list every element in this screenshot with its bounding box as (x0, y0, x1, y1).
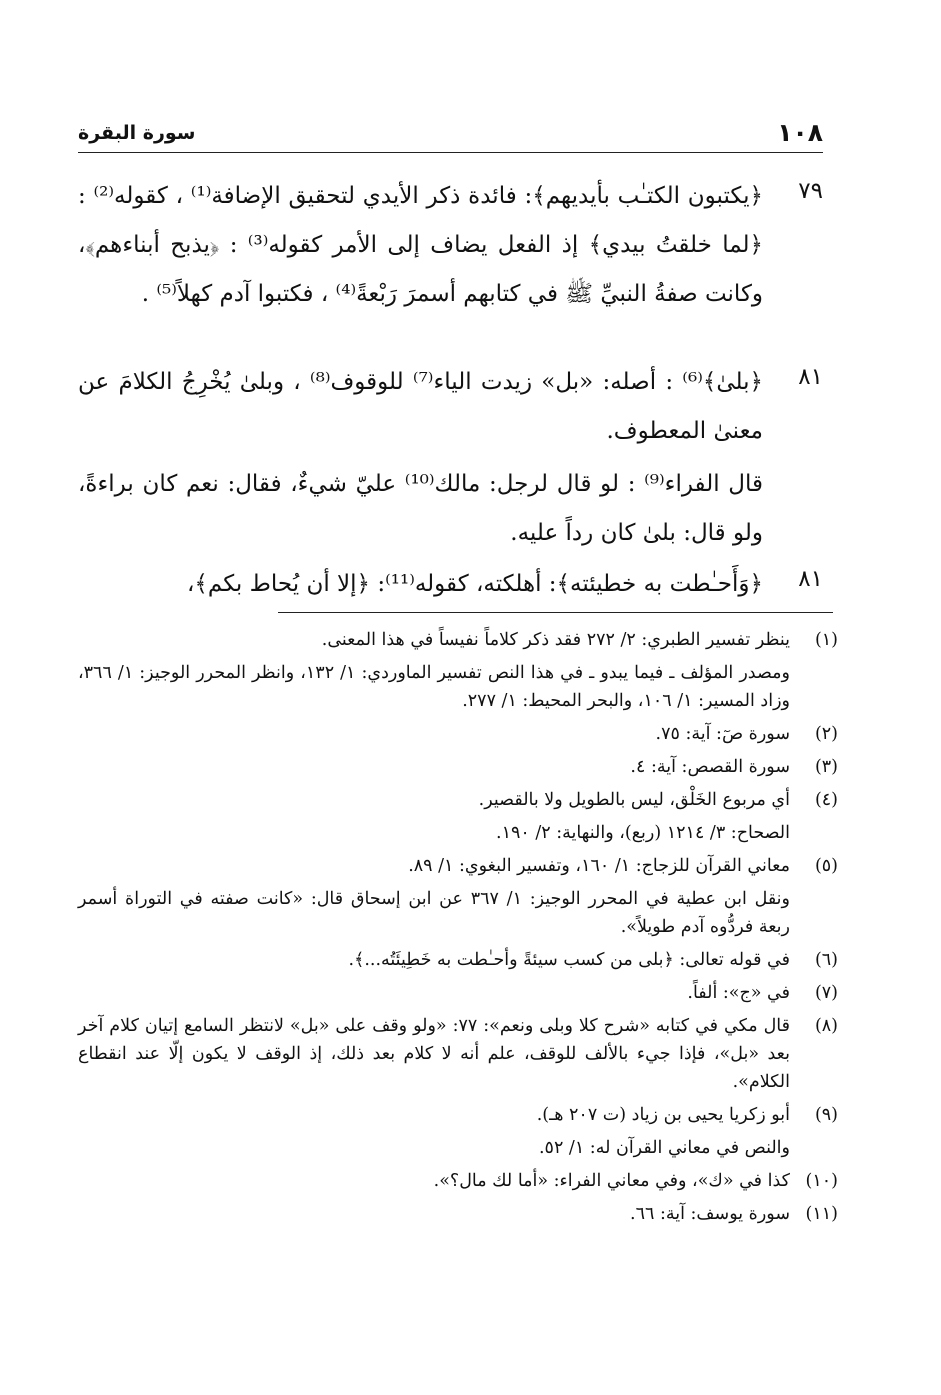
entry-text: ﴿بلىٰ﴾⁽⁶⁾ : أصله: «بل» زيدت الياء⁽⁷⁾ للوقوف⁽⁸⁾ ، وبلىٰ يُخْرِجُ الكلامَ عن معنىٰ المعطوف. (78, 369, 763, 444)
footnote-number: (٦) (814, 950, 838, 970)
entry-text: ﴿وَأَحـٰطت به خطيئته﴾: أهلكته، كقوله⁽¹¹⁾: ﴿إلا أن يُحاط بكم﴾، (186, 571, 763, 597)
footnote-number: (٥) (814, 856, 838, 876)
footnotes (78, 626, 838, 1233)
footnote-text: ينظر تفسير الطبري: ٢/ ٢٧٢ فقد ذكر كلاماً نفيساً في هذا المعنى. (321, 630, 790, 650)
farra-paragraph: قال الفراء⁽⁹⁾ : لو قال لرجل: مالك⁽¹⁰⁾ عليّ شيءٌ، فقال: نعم كان براءةً، ولو قال: بلىٰ كان رداً عليه. (78, 471, 763, 546)
verse-number: ٨١ (798, 364, 823, 390)
footnote-text: قال مكي في كتابه «شرح كلا وبلى ونعم»: ٧٧: «ولو وقف على «بل» لانتظر السامع إتيان كلام آخر بعد «بل»، فإذا جيء بالألف للوقف، علم أنه لا كلام بعد ذلك، إذ الوقف لا يكون إلّا عند انقطاع الكلام». (78, 1016, 790, 1092)
footnote-continuation: ونقل ابن عطية في المحرر الوجيز: ١/ ٣٦٧ عن ابن إسحاق قال: «كانت صفته في التوراة أسمر ربعة فردُّوه آدم طويلاً». (78, 889, 790, 937)
verse-number: ٧٩ (798, 178, 823, 204)
entry-79 (78, 172, 823, 319)
verse-number: ٨١ (798, 566, 823, 592)
footnote (78, 1167, 838, 1195)
footnote-text: سورة صٓ: آية: ٧٥. (655, 724, 790, 744)
page-number: ١٠٨ (777, 118, 823, 147)
footnote (78, 1200, 838, 1228)
footnote-number: (٤) (814, 790, 838, 810)
footnote-continuation: الصحاح: ٣/ ١٢١٤ (ربع)، والنهاية: ٢/ ١٩٠. (495, 823, 790, 843)
footnote-number: (٣) (814, 757, 838, 777)
footnote-number: (٩) (814, 1105, 838, 1125)
footnote (78, 753, 838, 781)
footnote (78, 1101, 838, 1162)
entry-text: ﴿يكتبون الكتـٰب بأيديهم﴾: فائدة ذكر الأيدي لتحقيق الإضافة⁽¹⁾ ، كقوله⁽²⁾ : ﴿لما خلقتُ بيدي﴾ إذ الفعل يضاف إلى الأمر كقوله⁽³⁾ : ﴿يذبح أبناءهم﴾، وكانت صفةُ النبيِّ ﷺ في كتابهم أسمرَ رَبْعةً⁽⁴⁾ ، فكتبوا آدم كهلاً⁽⁵⁾ . (78, 183, 764, 307)
header-rule (78, 152, 823, 153)
footnote-text: في «ج»: ألفاً. (687, 983, 790, 1003)
entry-81-ahatat (78, 560, 823, 609)
running-title: سورة البقرة (78, 122, 196, 144)
footnote-text: كذا في «ك»، وفي معاني الفراء: «أما لك مال؟». (433, 1171, 790, 1191)
entry-81-bala (78, 358, 823, 456)
footnote-number: (٢) (814, 724, 838, 744)
footnote-number: (١٠) (805, 1171, 838, 1191)
footnote-text: سورة القصص: آية: ٤. (630, 757, 790, 777)
footnote (78, 1012, 838, 1096)
footnote-number: (١١) (805, 1204, 838, 1224)
footnote-text: سورة يوسف: آية: ٦٦. (630, 1204, 790, 1224)
footnote-continuation: والنص في معاني القرآن له: ١/ ٥٢. (538, 1138, 790, 1158)
footnote-separator (278, 612, 833, 613)
footnote-number: (١) (814, 630, 838, 650)
footnote (78, 626, 838, 715)
footnote (78, 720, 838, 748)
footnote-continuation: ومصدر المؤلف ـ فيما يبدو ـ في هذا النص تفسير الماوردي: ١/ ١٣٢، وانظر المحرر الوجيز: ١/ ٣٦٦، وزاد المسير: ١/ ١٠٦، والبحر المحيط: ١/ ٢٧٧. (78, 663, 790, 711)
footnote-text: أبو زكريا يحيى بن زياد (ت ٢٠٧ هـ). (536, 1105, 790, 1125)
footnote-text: في قوله تعالى: ﴿بلى من كسب سيئةً وأحـٰطت به خَطِيئَتُه...﴾. (348, 950, 790, 970)
footnote-number: (٧) (814, 983, 838, 1003)
footnote (78, 979, 838, 1007)
footnote-text: معاني القرآن للزجاج: ١/ ١٦٠، وتفسير البغوي: ١/ ٨٩. (408, 856, 790, 876)
footnote (78, 786, 838, 847)
page-header (78, 118, 823, 154)
footnote (78, 946, 838, 974)
footnote-text: أي مربوع الخَلْق، ليس بالطويل ولا بالقصير. (478, 790, 790, 810)
footnote-number: (٨) (814, 1016, 838, 1036)
footnote (78, 852, 838, 941)
